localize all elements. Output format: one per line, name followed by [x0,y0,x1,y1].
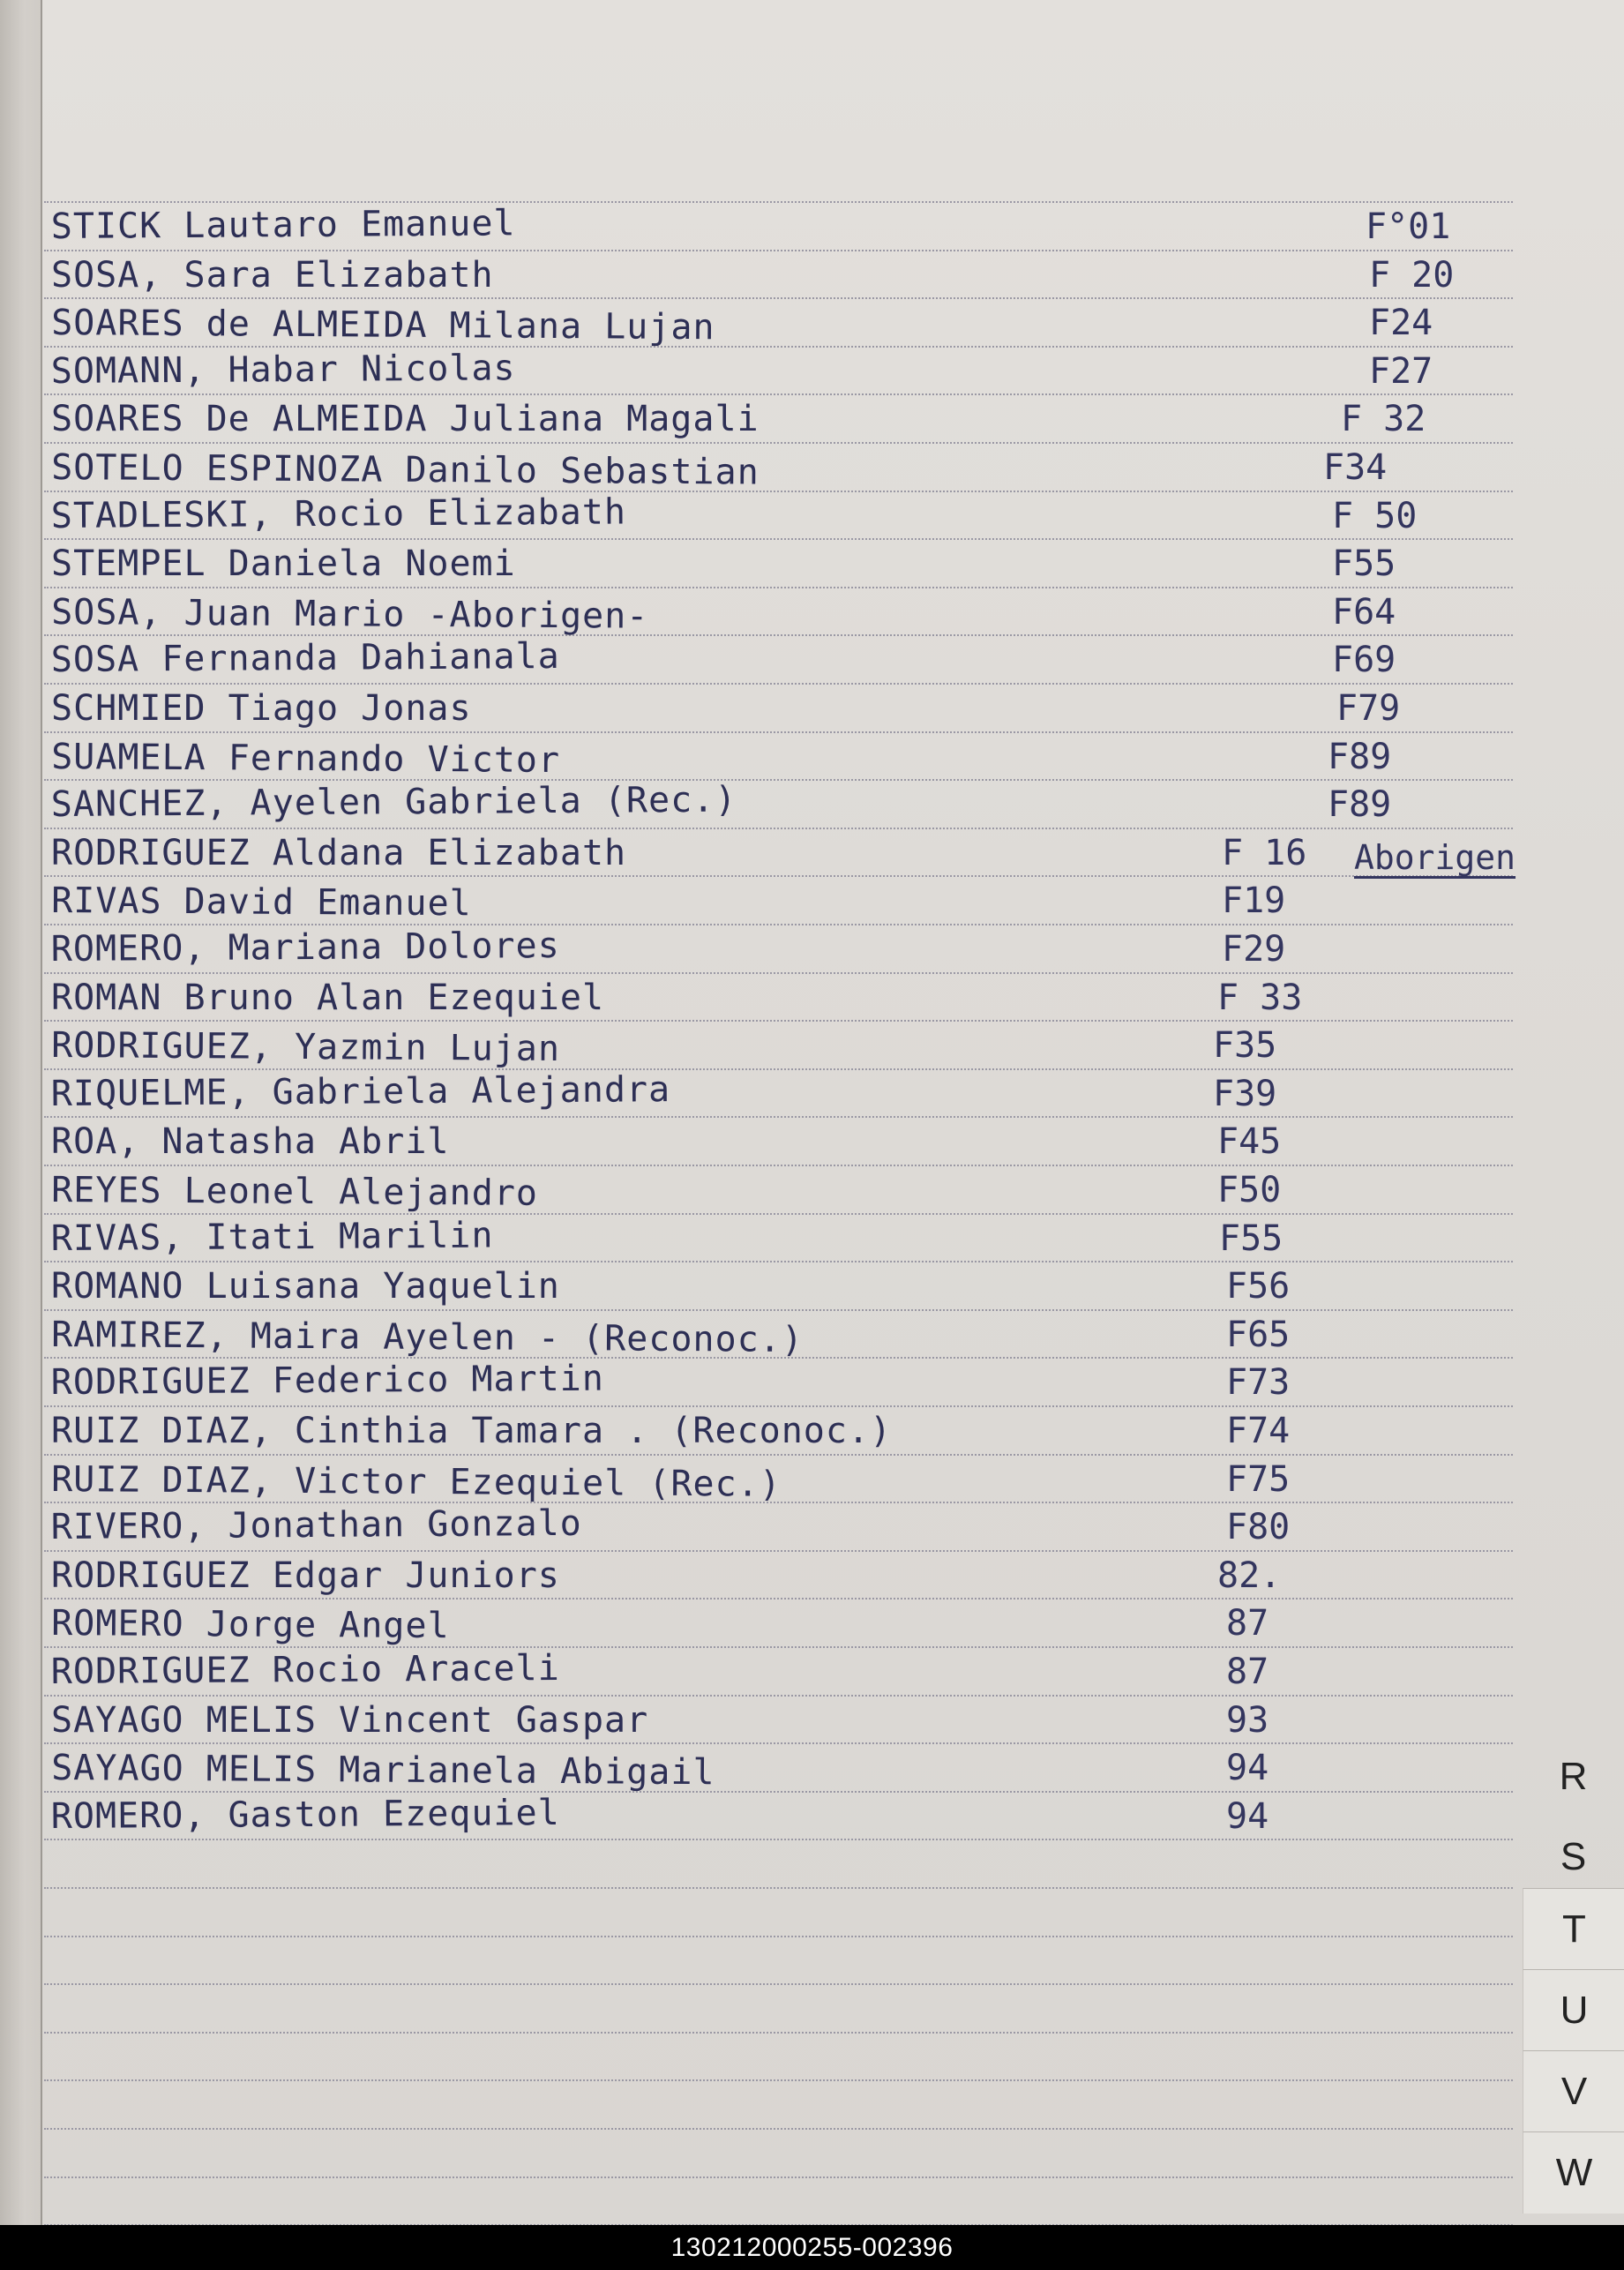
entry-folio: 93 [1226,1700,1269,1741]
entry-name: SOSA, Sara Elizabath [51,255,494,296]
entry-folio: F45 [1217,1121,1282,1162]
entry-name: SOSA, Juan Mario -Aborigen- [51,592,649,637]
register-entry [51,1068,1524,1116]
register-entry [51,1405,1524,1453]
entry-name: RODRIGUEZ Federico Martin [50,1358,605,1403]
register-entry [51,828,1524,875]
register-entry [51,875,1524,923]
register-entry [51,297,1524,348]
register-entry [51,1357,1524,1405]
entry-name: SOTELO ESPINOZA Danilo Sebastian [51,447,760,493]
register-entry [51,1695,1524,1742]
entry-name: RODRIGUEZ Aldana Elizabath [51,833,627,873]
ruled-line [44,1983,1513,1985]
register-entry [51,1550,1524,1598]
entry-name: SANCHEZ, Ayelen Gabriela (Rec.) [50,779,737,825]
ruled-line [44,2079,1513,2081]
ruled-line [44,2176,1513,2178]
register-entry [51,346,1524,393]
index-tab-r[interactable]: R [1559,1755,1588,1798]
ruled-line [44,1887,1513,1889]
entry-name: RIVERO, Jonathan Gonzalo [50,1502,582,1547]
register-entry [51,1646,1524,1694]
entry-name: ROMERO Jorge Angel [51,1603,450,1647]
entry-folio: F 32 [1341,399,1426,439]
entry-name: SOARES de ALMEIDA Milana Lujan [51,303,715,348]
register-entry [51,1742,1524,1794]
entry-folio: F 50 [1332,496,1418,536]
index-tab-t[interactable]: T [1523,1888,1624,1970]
register-entry [51,731,1524,782]
index-tab-w[interactable]: W [1523,2131,1624,2214]
entry-name: RUIZ DIAZ, Victor Ezequiel (Rec.) [51,1459,782,1505]
entry-folio: F73 [1226,1362,1291,1403]
entry-folio: F75 [1226,1459,1291,1500]
register-entry [51,1502,1524,1549]
register-entry [51,1598,1524,1645]
entry-name: RODRIGUEZ Edgar Juniors [51,1555,560,1596]
entry-name: STICK Lautaro Emanuel [50,203,516,247]
entry-folio: F55 [1332,543,1396,584]
register-entry [51,393,1524,441]
register-entry [51,201,1524,249]
entry-folio: F29 [1222,929,1286,970]
entry-name: RUIZ DIAZ, Cinthia Tamara . (Reconoc.) [51,1411,893,1451]
entry-folio: F64 [1332,592,1396,633]
index-tab-s[interactable]: S [1560,1835,1587,1878]
page-binding-edge [0,0,42,2225]
register-entry [51,1261,1524,1308]
entry-folio: 87 [1226,1652,1269,1692]
index-tab-u[interactable]: U [1523,1969,1624,2051]
alphabet-index-tabs [1523,1736,1624,2225]
entry-folio: F89 [1328,737,1392,777]
entry-folio: F 20 [1369,255,1455,296]
entry-folio: F°01 [1366,206,1451,247]
entry-folio: F89 [1328,784,1392,825]
ruled-line [44,1839,1513,1840]
register-entry [51,634,1524,682]
entry-folio: F 33 [1217,978,1303,1018]
index-tab-v[interactable]: V [1523,2050,1624,2132]
entry-name: ROA, Natasha Abril [51,1121,450,1162]
entry-folio: F65 [1226,1315,1291,1355]
entry-folio: F24 [1369,303,1433,343]
register-entry [51,1116,1524,1164]
entry-name: ROMERO, Mariana Dolores [50,925,560,970]
document-id: 130212000255-002396 [670,2232,954,2262]
ruled-line [44,2128,1513,2130]
entry-name: STEMPEL Daniela Noemi [51,543,516,584]
register-entry [51,587,1524,637]
register-entry [51,924,1524,971]
entry-folio: F79 [1336,688,1401,729]
entry-name: SAYAGO MELIS Vincent Gaspar [51,1700,649,1741]
entry-name: SOMANN, Habar Nicolas [50,348,516,392]
entry-name: ROMERO, Gaston Ezequiel [50,1792,560,1837]
entry-folio: 82. [1217,1555,1282,1596]
entry-folio: F35 [1213,1025,1277,1066]
register-entry [51,1213,1524,1261]
entry-name: RODRIGUEZ, Yazmin Lujan [51,1025,561,1070]
register-entry [51,1165,1524,1212]
entry-folio: 94 [1226,1796,1269,1837]
entry-name: SCHMIED Tiago Jonas [51,688,472,729]
ruled-line [44,2032,1513,2034]
register-entry [51,683,1524,730]
entry-name: SOSA Fernanda Dahianala [50,635,560,680]
register-entry [51,1309,1524,1360]
entry-folio: F74 [1226,1411,1291,1451]
entry-name: RODRIGUEZ Rocio Araceli [50,1647,560,1692]
register-entry [51,538,1524,586]
ruled-line [44,1936,1513,1937]
entry-folio: F27 [1369,351,1433,392]
entry-folio: F69 [1332,640,1396,680]
document-id-bar [0,2225,1624,2270]
entry-folio: F80 [1226,1507,1291,1547]
entry-name: RIVAS David Emanuel [51,880,472,925]
entry-folio: F19 [1222,880,1286,921]
entry-name: RIVAS, Itati Marilin [50,1215,494,1259]
entry-folio: F56 [1226,1266,1291,1307]
register-entry [51,442,1524,493]
entry-name: SOARES De ALMEIDA Juliana Magali [51,399,760,439]
entry-folio: 87 [1226,1603,1269,1644]
register-entry [51,250,1524,297]
entry-name: REYES Leonel Alejandro [51,1170,539,1214]
entry-name: STADLESKI, Rocio Elizabath [50,491,627,536]
register-entry [51,1020,1524,1068]
entry-folio: F39 [1213,1074,1277,1114]
entry-folio: F55 [1219,1218,1283,1259]
entry-name: ROMAN Bruno Alan Ezequiel [51,978,605,1018]
entry-name: RIQUELME, Gabriela Alejandra [50,1069,671,1114]
entry-folio: F 16 [1222,833,1307,873]
register-entry [51,1454,1524,1505]
entry-name: SAYAGO MELIS Marianela Abigail [51,1748,715,1794]
register-entry [51,972,1524,1020]
entry-name: ROMANO Luisana Yaquelin [51,1266,560,1307]
register-entry [51,1791,1524,1839]
entry-name: SUAMELA Fernando Victor [51,737,561,782]
register-entry [51,779,1524,827]
entry-name: RAMIREZ, Maira Ayelen - (Reconoc.) [51,1315,805,1360]
entry-note: Aborigen [1354,838,1516,877]
entry-folio: F34 [1323,447,1388,488]
entry-folio: 94 [1226,1748,1269,1788]
entry-folio: F50 [1217,1170,1282,1210]
register-entry [51,491,1524,538]
